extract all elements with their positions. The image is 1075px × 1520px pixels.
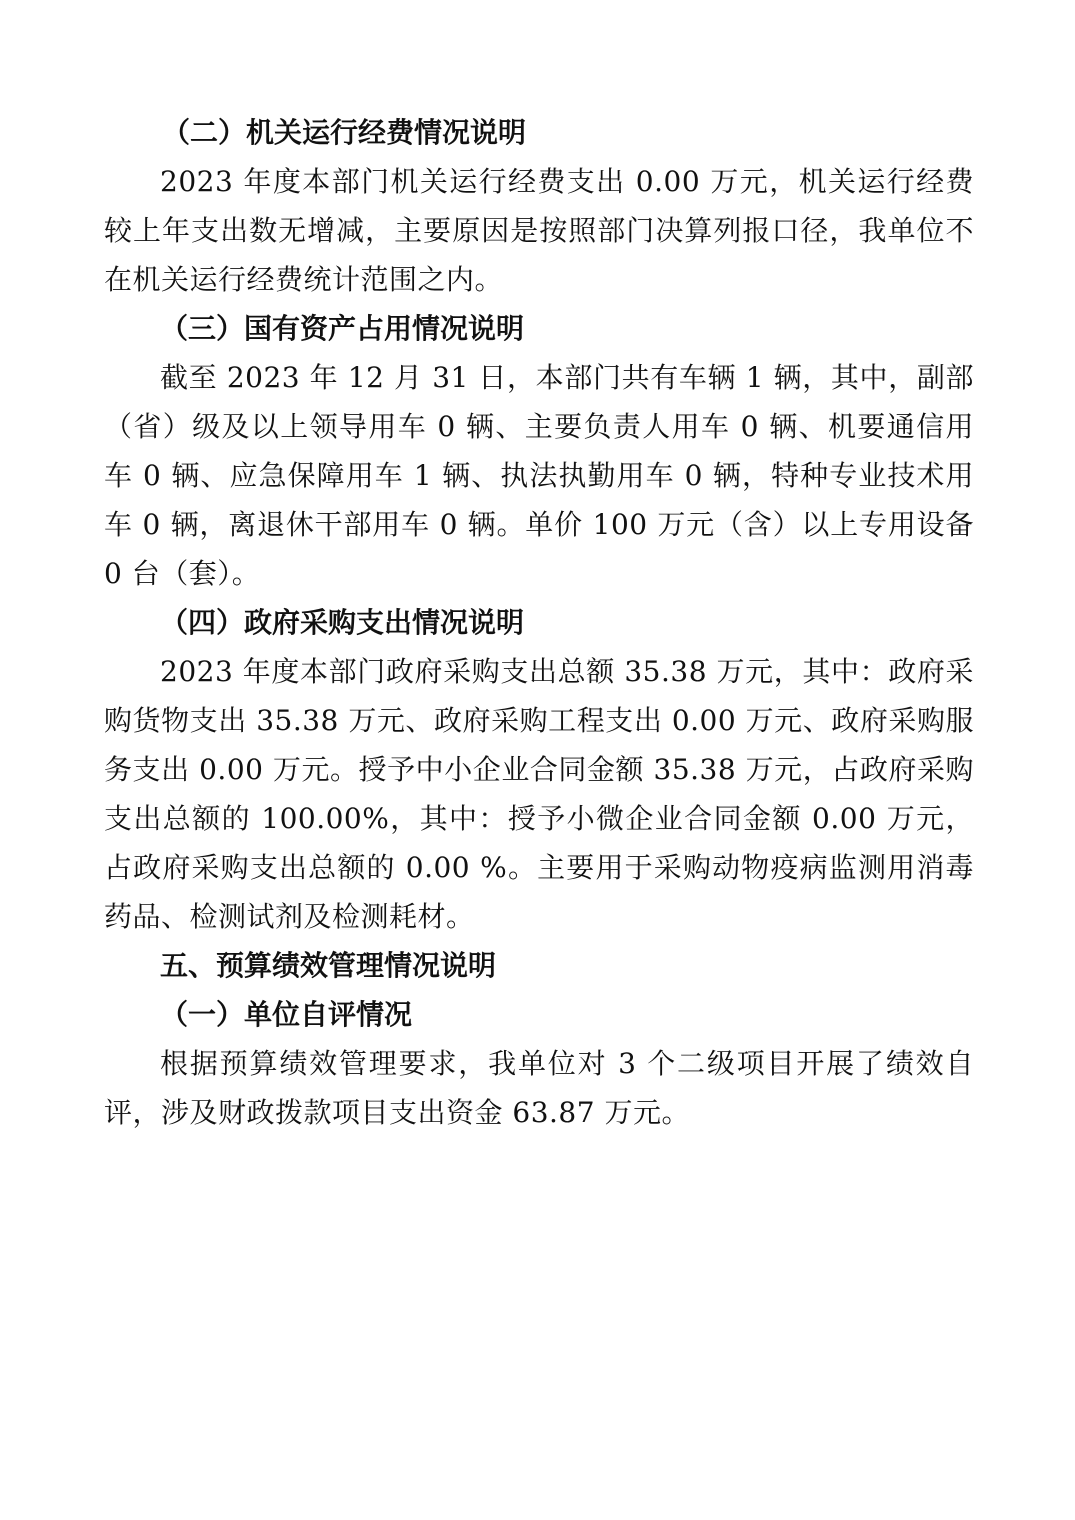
section-heading-state-assets: （三）国有资产占用情况说明 bbox=[160, 312, 525, 345]
section-paragraph-operating-expenses: 2023 年度本部门机关运行经费支出 0.00 万元，机关运行经费较上年支出数无增减，主要原因是按照部门决算列报口径，我单位不在机关运行经费统计范围之内。 bbox=[104, 165, 974, 296]
section-heading-self-evaluation: （一）单位自评情况 bbox=[160, 998, 413, 1031]
document-body bbox=[104, 108, 974, 1137]
section-paragraph-government-procurement: 2023 年度本部门政府采购支出总额 35.38 万元，其中：政府采购货物支出 35.38 万元、政府采购工程支出 0.00 万元、政府采购服务支出 0.00 万元。授予中小企业合同金额 35.38 万元，占政府采购支出总额的 100.00%，其中：授予小微企业合同金额 0.00 万元，占政府采购支出总额的 0.00 %。主要用于采购动物疫病监测用消毒药品、检测试剂及检测耗材。 bbox=[104, 655, 974, 933]
section-heading-government-procurement: （四）政府采购支出情况说明 bbox=[160, 606, 525, 639]
section-heading-operating-expenses: （二）机关运行经费情况说明 bbox=[162, 116, 527, 149]
section-heading-performance-management: 五、预算绩效管理情况说明 bbox=[160, 949, 497, 982]
section-paragraph-self-evaluation: 根据预算绩效管理要求，我单位对 3 个二级项目开展了绩效自评，涉及财政拨款项目支出资金 63.87 万元。 bbox=[104, 1047, 974, 1129]
section-paragraph-state-assets: 截至 2023 年 12 月 31 日，本部门共有车辆 1 辆，其中，副部（省）级及以上领导用车 0 辆、主要负责人用车 0 辆、机要通信用车 0 辆、应急保障用车 1 辆、执法执勤用车 0 辆，特种专业技术用车 0 辆，离退休干部用车 0 辆。单价 100 万元（含）以上专用设备 0 台（套）。 bbox=[104, 361, 974, 590]
